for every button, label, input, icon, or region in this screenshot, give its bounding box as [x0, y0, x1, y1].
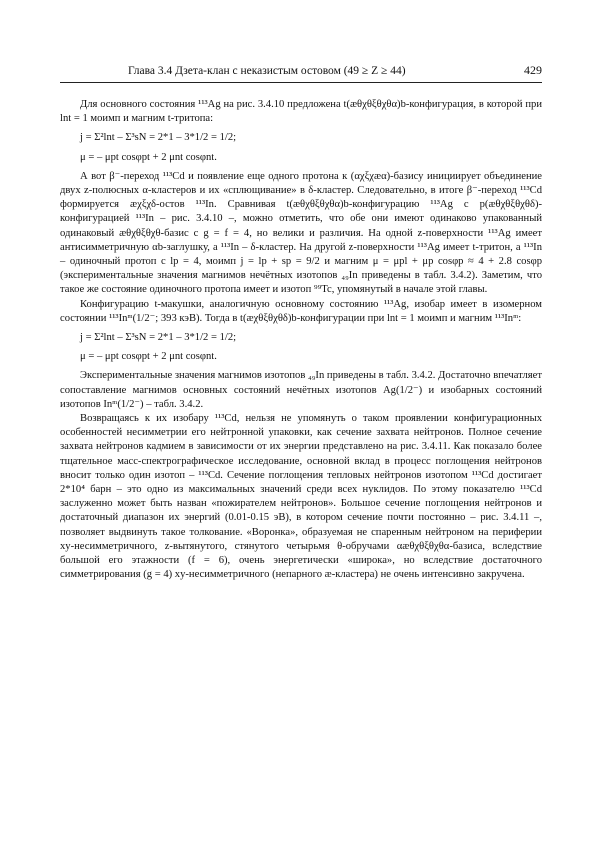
page-header	[60, 64, 542, 83]
formula: j = Σ²lnt – Σ³sN = 2*1 – 3*1/2 = 1/2;	[80, 332, 237, 344]
paragraph: Экспериментальные значения магнимов изотопов ₄₉In приведены в табл. 3.4.2. Достаточно впечатляет сопоставление магнимов основных состояний нечётных изотопов Ag(1/2⁻) и изобарных состояний изотопов Inᵐ(1/2⁻) – табл. 3.4.2.	[60, 370, 542, 410]
formula: μ = – μpt cosφpt + 2 μnt cosφnt.	[80, 351, 217, 363]
page-body	[60, 98, 542, 583]
page-number: 429	[524, 63, 542, 77]
paragraph: А вот β⁻-переход ¹¹³Cd и появление еще одного протона к (αχξχæα)-базису инициирует объединение двух z-полюсных α-кластеров и их «сплющивание» в δ-кластер. Следовательно, в итоге β⁻-переход ¹¹³Cd формируется æχξχδ-остов ¹¹³In. Сравнивая t(æθχθξθχθα)b-конфигурацию ¹¹³Ag с p(æθχθξθχθδ)-конфигурацией ¹¹³In – рис. 3.4.10 –, можно отметить, что обе они имеют одинаково упакованный одинаковый æθχθξθχθ-базис с g = f = 4, но велики и различия. На одной z-поверхности ¹¹³Ag имеет антисимметричную αb-заглушку, а ¹¹³In – δ-кластер. На другой z-поверхности ¹¹³Ag имеет t-тритон, а ¹¹³In – одиночный протоп с lp = 4, моимп j = lp + sp = 9/2 и магним μ = μpl + μp cosφp ≈ 4 + 2.8 cosφp (экспериментальные значения магнимов нечётных изотопов ₄₉In приведены в табл. 3.4.2). Заметим, что такое же состояние одиночного протопа имеет и изотоп ⁹⁹Tc, упомянутый в начале этой главы.	[60, 170, 542, 296]
paragraph: Конфигурацию t-макушки, аналогичную основному состоянию ¹¹³Ag, изобар имеет в изомерном состоянии ¹¹³Inᵐ(1/2⁻; 393 кэВ). Тогда в t(æχθξθχθδ)b-конфигурации при lnt = 1 моимп и магним ¹¹³Inᵐ:	[60, 298, 542, 324]
formula: j = Σ²lnt – Σ³sN = 2*1 – 3*1/2 = 1/2;	[80, 132, 237, 144]
paragraph: Возвращаясь к их изобару ¹¹³Cd, нельзя не упомянуть о таком проявлении конфигурационных особенностей несимметрии его нейтронной упаковки, как сечение захвата нейтронов. Полное сечение захвата нейтронов кадмием в зависимости от их энергии представлено на рис. 3.4.11. Как показало более тщательное масс-спектрографическое исследование, основной вклад в процесс поглощения нейтронов вносит только один изотоп – ¹¹³Cd. Сечение поглощения тепловых нейтронов изотопом ¹¹³Cd достигает 2*10⁴ барн – это одно из максимальных значений среди всех нуклидов. По этому показателю ¹¹³Cd заслуженно может быть назван «пожирателем нейтронов». Большое сечение поглощения нейтронов и достаточный диапазон их энергий (0.01-0.15 эВ), в котором сечение почти постоянно – рис. 3.4.11 –, позволяет выдвинуть такое толкование. «Воронка», образуемая не спаренным нейтроном на периферии xy-несимметричного, z-вытянутого, стянутого четырьмя θ-обручами αæθχθξθχθα-базиса, вследствие большой его этажности (f = 6), очень энергетически «широка», но вследствие достаточного симметрирования (g = 4) xy-несимметричного (непарного æ-кластера) не очень интенсивно закручена.	[60, 413, 542, 581]
formula: μ = – μpt cosφpt + 2 μnt cosφnt.	[80, 151, 217, 163]
paragraph: Для основного состояния ¹¹³Ag на рис. 3.4.10 предложена t(æθχθξθχθα)b-конфигурация, в которой при lnt = 1 моимп и магним t-тритопа:	[60, 99, 542, 125]
chapter-title: Глава 3.4 Дзета-клан с неказистым остовом (49 ≥ Z ≥ 44)	[128, 65, 406, 77]
